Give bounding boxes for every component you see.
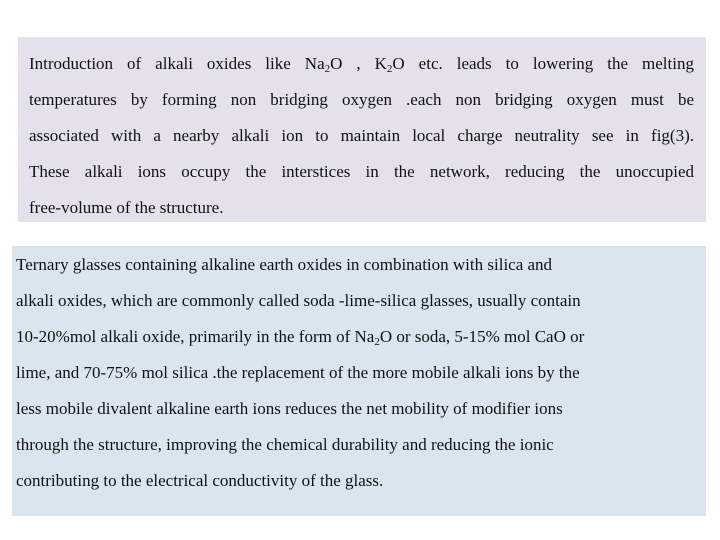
paragraph-line: Ternary glasses containing alkaline earth oxides in combination with silica and: [16, 255, 553, 274]
paragraph-line: free-volume of the structure.: [29, 198, 224, 217]
paragraph-line: through the structure, improving the chemical durability and reducing the ionic: [16, 435, 554, 454]
paragraph-line: These alkali ions occupy the interstices in the network, reducing the unoccupied: [29, 162, 694, 181]
ternary-glasses-paragraph-box: [12, 246, 706, 516]
paragraph-line: Introduction of alkali oxides like $Na_2O$ , $K_2O$ etc. leads to lowering the melting: [29, 54, 694, 75]
alkali-oxides-paragraph-box: [18, 37, 706, 222]
paragraph-line: associated with a nearby alkali ion to maintain local charge neutrality see in fig(3).: [29, 126, 694, 145]
paragraph-line: less mobile divalent alkaline earth ions reduces the net mobility of modifier ions: [16, 399, 563, 418]
paragraph-line: temperatures by forming non bridging oxygen .each non bridging oxygen must be: [29, 90, 694, 109]
paragraph-line: contributing to the electrical conductivity of the glass.: [16, 471, 384, 490]
paragraph-line: 10-20%mol alkali oxide, primarily in the form of $Na_2O$ or soda, 5-15% mol CaO or: [16, 327, 585, 348]
paragraph-line: lime, and 70-75% mol silica .the replacement of the more mobile alkali ions by the: [16, 363, 580, 382]
paragraph-line: alkali oxides, which are commonly called soda -lime-silica glasses, usually contain: [16, 291, 581, 310]
